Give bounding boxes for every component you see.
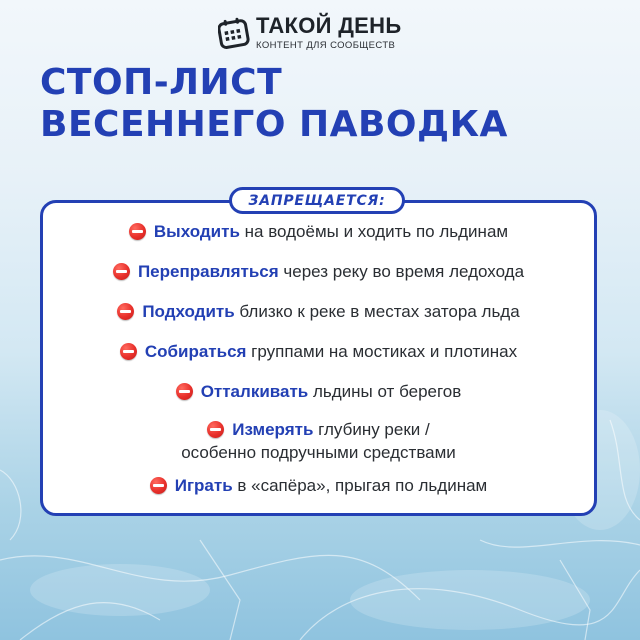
rule-text: близко к реке в местах затора льда [234,302,520,321]
calendar-icon [218,17,250,49]
brand-logo [218,12,401,54]
rule-item [40,420,597,463]
no-entry-icon [150,477,167,494]
rule-item [40,222,597,242]
no-entry-icon [117,303,134,320]
page-title [40,62,508,146]
rule-item [40,342,597,362]
rule-text: группами на мостиках и плотинах [246,342,518,361]
no-entry-icon [207,421,224,438]
rule-item [40,382,597,402]
rule-keyword: Выходить [153,222,240,241]
rule-text: глубину реки / [313,420,430,439]
rule-keyword: Измерять [232,420,314,439]
no-entry-icon [176,383,193,400]
rule-keyword: Отталкивать [200,382,309,401]
rule-text: в «сапёра», прыгая по льдинам [232,476,488,495]
rule-keyword: Играть [174,476,233,495]
brand-tagline: КОНТЕНТ ДЛЯ СООБЩЕСТВ [256,39,396,51]
card-label: ЗАПРЕЩАЕТСЯ: [229,187,405,214]
title-line-2: ВЕСЕННЕГО ПАВОДКА [40,104,508,145]
rule-item [40,476,597,496]
rule-text: льдины от берегов [308,382,462,401]
no-entry-icon [120,343,137,360]
rule-keyword: Собираться [144,342,247,361]
rule-keyword: Подходить [142,302,235,321]
no-entry-icon [113,263,130,280]
title-line-1: СТОП-ЛИСТ [40,62,283,103]
rule-text: на водоёмы и ходить по льдинам [239,222,509,241]
brand-name: ТАКОЙ ДЕНЬ [256,12,402,38]
rule-text: через реку во время ледохода [278,262,525,281]
no-entry-icon [129,223,146,240]
rule-item [40,262,597,282]
rule-item [40,302,597,322]
rule-keyword: Переправляться [137,262,279,281]
rule-text-line-2: особенно подручными средствами [181,443,456,462]
